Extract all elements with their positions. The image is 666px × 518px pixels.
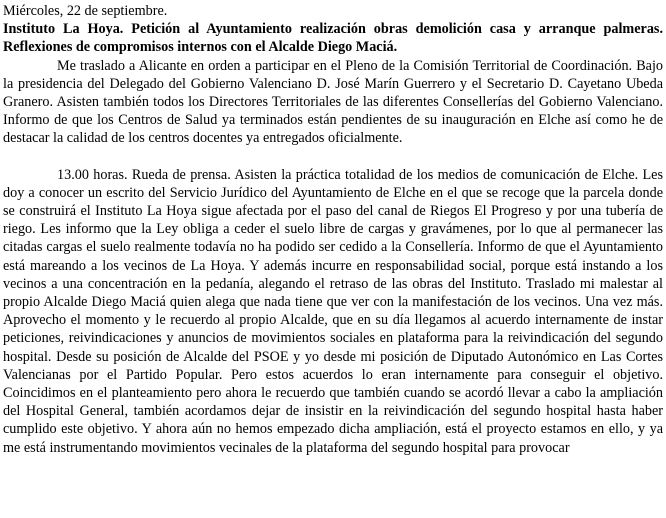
paragraph-coordination: Me traslado a Alicante en orden a participar en el Pleno de la Comisión Territorial de Coordinación. Bajo la presidencia del Delegado del Gobierno Valenciano D. José Marín Guerrero y el Secretario D. Cayetano Ubeda Granero. Asisten también todos los Directores Territoriales de las diferentes Consellerías del Gobierno Valenciano. Informo de que los Centros de Salud ya terminados están pendientes de su inauguración en Elche así como he de destacar la calidad de los centros docentes ya entregados oficialmente.: [3, 57, 663, 147]
paragraph-spacer: [3, 148, 663, 166]
paragraph-press-conference: 13.00 horas. Rueda de prensa. Asisten la práctica totalidad de los medios de comunicación de Elche. Les doy a conocer un escrito del Servicio Jurídico del Ayuntamiento de Elche en el que se recoge que la parcela donde se construirá el Instituto La Hoya sigue afectada por el paso del canal de Riegos El Progreso y por una tubería de riego. Les informo que la Ley obliga a ceder el suelo libre de cargas y gravámenes, por lo que al permanecer las citadas cargas el suelo realmente todavía no ha podido ser cedido a la Consellería. Informo de que el Ayuntamiento está mareando a los vecinos de La Hoya. Y además incurre en responsabilidad social, porque está instando a los vecinos a una concentración en la pedanía, alegando el retraso de las obras del Instituto. Traslado mi malestar al propio Alcalde Diego Maciá quien alega que nada tiene que ver con la manifestación de los vecinos. Una vez más. Aprovecho el momento y le recuerdo al propio Alcalde, que en su día llegamos al acuerdo internamente de instar peticiones, reivindicaciones y anuncios de movimientos sociales en plataforma para la reivindicación del segundo hospital. Desde su posición de Alcalde del PSOE y yo desde mi posición de Diputado Autonómico en Las Cortes Valencianas por el Partido Popular. Pero estos acuerdos lo eran internamente para conseguir el objetivo. Coincidimos en el planteamiento pero ahora le recuerdo que también cuando se acordó llevar a cabo la ampliación del Hospital General, también acordamos dejar de insistir en la reivindicación del segundo hospital hasta haber cumplido este objetivo. Y ahora aún no hemos empezado dicha ampliación, está el proyecto estamos en ello, y ya me está instrumentando movimientos vecinales de la plataforma del segundo hospital para provocar: [3, 166, 663, 456]
document-title: Instituto La Hoya. Petición al Ayuntamiento realización obras demolición casa y arranque palmeras. Reflexiones de compromisos internos con el Alcalde Diego Maciá.: [3, 21, 663, 56]
document-date: Miércoles, 22 de septiembre.: [3, 3, 168, 19]
